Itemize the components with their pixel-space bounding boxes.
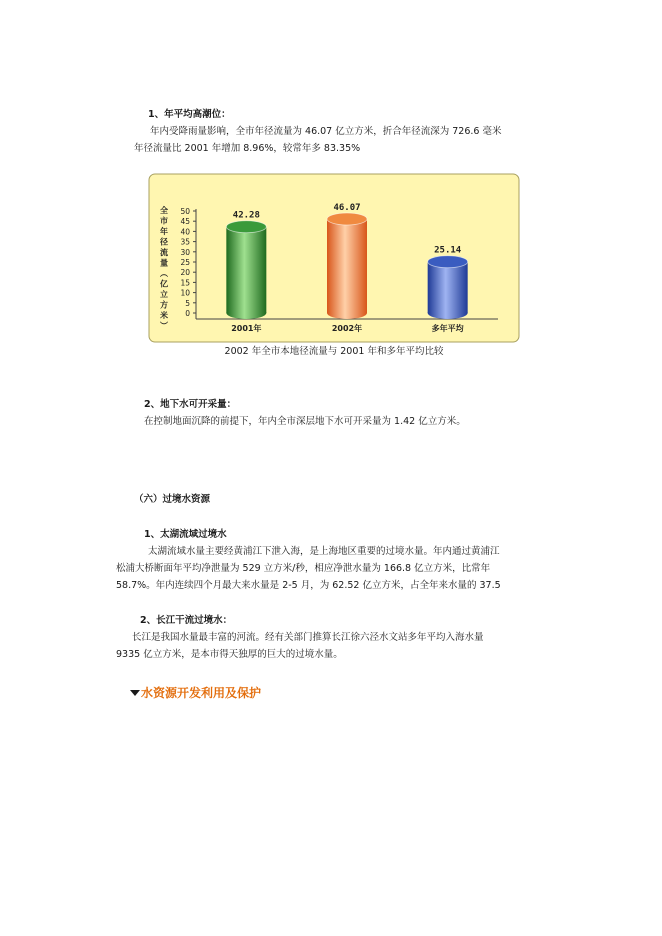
bar-top xyxy=(327,213,367,225)
paragraph-line: 松浦大桥断面年平均净泄量为 529 立方米/秒，相应净泄水量为 166.8 亿立方米，比常年 xyxy=(116,563,491,574)
bar-1 xyxy=(226,211,266,319)
section-heading-groundwater: 2、地下水可开采量： xyxy=(144,399,237,410)
bar-top xyxy=(226,221,266,233)
y-tick-label: 40 xyxy=(180,227,190,237)
paragraph-line: 9335 亿立方米，是本市得天独厚的巨大的过境水量。 xyxy=(116,649,343,660)
section-heading-high-tide: 1、年平均高潮位： xyxy=(148,109,231,120)
paragraph-line: 58.7%。年内连续四个月最大来水量是 2-5 月，为 62.52 亿立方米，占全年来水量的 37.5 xyxy=(116,580,501,591)
y-tick-label: 50 xyxy=(180,207,190,216)
section-heading-transit-water: （六）过境水资源 xyxy=(134,494,211,505)
runoff-bar-chart xyxy=(148,173,520,343)
section-heading-taihu: 1、太湖流域过境水 xyxy=(144,529,227,540)
bar-top xyxy=(428,256,468,268)
y-tick-label: 25 xyxy=(180,258,190,267)
x-category-label: 多年平均 xyxy=(431,324,464,333)
bar-base xyxy=(428,307,468,319)
y-tick-label: 15 xyxy=(180,278,190,288)
section-heading-yangtze: 2、长江干流过境水： xyxy=(140,615,233,626)
paragraph-line: 太湖流域水量主要经黄浦江下泄入海，是上海地区重要的过境水量。年内通过黄浦江 xyxy=(148,546,500,557)
bar-2 xyxy=(327,203,367,319)
bar-body xyxy=(428,262,468,313)
triangle-down-icon xyxy=(130,690,140,696)
bar-base xyxy=(327,307,367,319)
bar-body xyxy=(327,219,367,313)
paragraph-line: 年径流量比 2001 年增加 8.96%，较常年多 83.35% xyxy=(134,143,361,154)
y-tick-label: 30 xyxy=(180,247,190,257)
y-axis-label: 全市年径流量︵亿立方米︶ xyxy=(160,206,168,331)
x-category-label: 2001年 xyxy=(231,324,262,333)
bar-value-label: 25.14 xyxy=(434,245,462,256)
bar-base xyxy=(226,307,266,319)
y-tick-label: 35 xyxy=(180,237,190,247)
paragraph-line: 长江是我国水量最丰富的河流。经有关部门推算长江徐六泾水文站多年平均入海水量 xyxy=(132,632,484,643)
bar-body xyxy=(226,227,266,313)
water-resources-link-label: 水资源开发利用及保护 xyxy=(141,686,262,700)
water-resources-link[interactable] xyxy=(130,684,261,701)
chart-svg xyxy=(148,173,520,343)
bar-value-label: 42.28 xyxy=(232,210,260,221)
bar-value-label: 46.07 xyxy=(333,203,361,214)
y-tick-label: 0 xyxy=(185,309,190,318)
y-tick-label: 10 xyxy=(180,288,190,298)
paragraph-line: 年内受降雨量影响，全市年径流量为 46.07 亿立方米，折合年径流深为 726.6 毫米 xyxy=(150,126,502,137)
paragraph-line: 在控制地面沉降的前提下，年内全市深层地下水可开采量为 1.42 亿立方米。 xyxy=(144,416,466,427)
y-tick-label: 5 xyxy=(185,298,190,308)
y-tick-label: 45 xyxy=(180,217,190,227)
chart-caption: 2002 年全市本地径流量与 2001 年和多年平均比较 xyxy=(224,346,444,357)
x-category-label: 2002年 xyxy=(331,324,363,333)
y-tick-label: 20 xyxy=(180,268,190,278)
